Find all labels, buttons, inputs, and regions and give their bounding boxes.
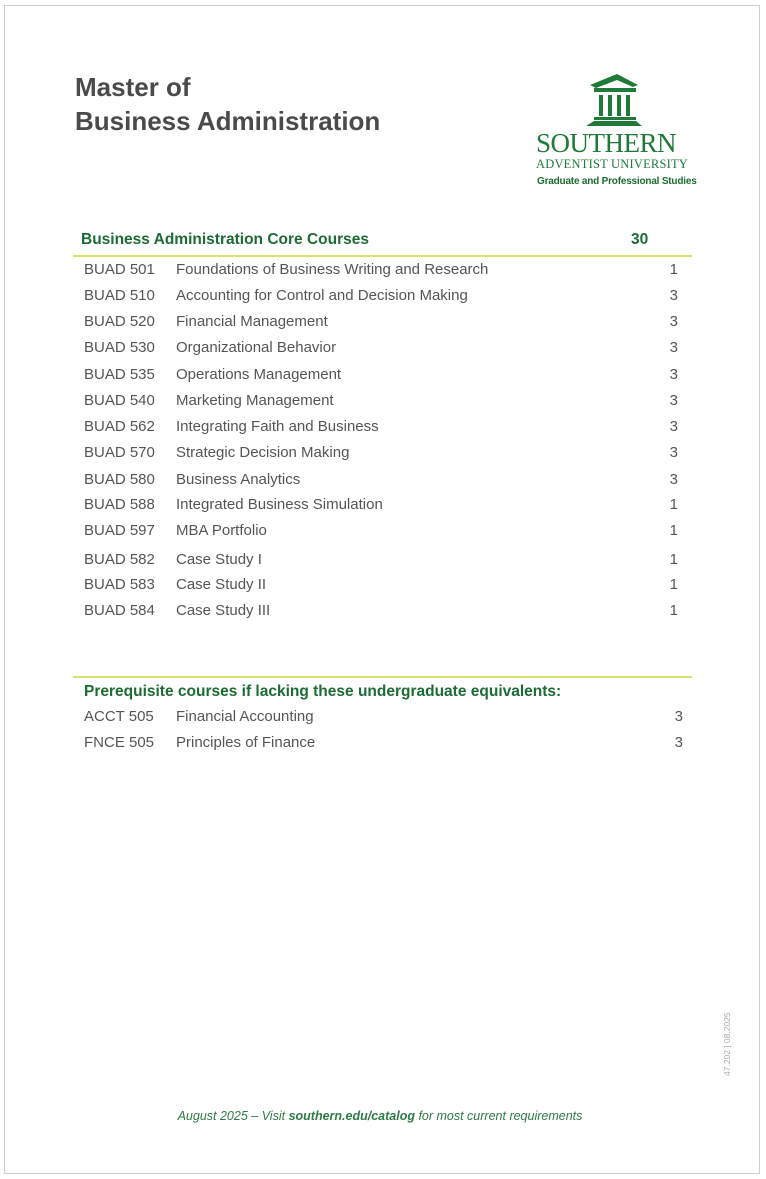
logo-tagline: Graduate and Professional Studies bbox=[537, 176, 697, 187]
page-title-line2: Business Administration bbox=[75, 106, 381, 136]
course-code: BUAD 535 bbox=[84, 366, 155, 383]
course-credits: 1 bbox=[669, 522, 678, 539]
course-code: BUAD 540 bbox=[84, 392, 155, 409]
course-row bbox=[73, 522, 692, 544]
logo-subtitle: ADVENTIST UNIVERSITY bbox=[536, 157, 689, 171]
university-logo bbox=[532, 72, 696, 190]
course-name: Strategic Decision Making bbox=[176, 444, 350, 461]
course-name: Case Study III bbox=[176, 602, 271, 619]
course-code: BUAD 570 bbox=[84, 444, 155, 461]
course-row bbox=[73, 708, 692, 730]
course-row bbox=[73, 551, 692, 573]
course-row bbox=[73, 339, 692, 361]
course-name: Case Study II bbox=[176, 576, 267, 593]
course-name: Financial Management bbox=[176, 313, 328, 330]
course-name: Financial Accounting bbox=[176, 708, 314, 725]
course-row bbox=[73, 576, 692, 598]
footer-suffix: for most current requirements bbox=[414, 1109, 583, 1123]
catalog-link[interactable]: southern.edu/catalog bbox=[288, 1109, 415, 1123]
course-credits: 3 bbox=[669, 366, 678, 383]
course-credits: 3 bbox=[669, 287, 678, 304]
page-title bbox=[75, 70, 380, 138]
logo-name: SOUTHERN bbox=[536, 128, 677, 158]
core-courses-heading: Business Administration Core Courses bbox=[81, 231, 369, 248]
course-credits: 3 bbox=[669, 339, 678, 356]
course-credits: 3 bbox=[674, 734, 683, 751]
footer-prefix: August 2025 – Visit bbox=[177, 1109, 289, 1123]
core-courses-header bbox=[73, 229, 692, 257]
course-code: BUAD 580 bbox=[84, 471, 155, 488]
course-credits: 3 bbox=[669, 418, 678, 435]
course-credits: 1 bbox=[669, 576, 678, 593]
course-code: BUAD 530 bbox=[84, 339, 155, 356]
course-name: Principles of Finance bbox=[176, 734, 316, 751]
course-code: ACCT 505 bbox=[84, 708, 154, 725]
course-row bbox=[73, 261, 692, 283]
course-name: Case Study I bbox=[176, 551, 262, 568]
course-credits: 3 bbox=[669, 392, 678, 409]
course-code: BUAD 501 bbox=[84, 261, 155, 278]
footer-note bbox=[0, 1109, 760, 1123]
course-name: Integrated Business Simulation bbox=[176, 496, 383, 513]
core-courses-total-credits: 30 bbox=[631, 231, 649, 248]
course-row bbox=[73, 313, 692, 335]
course-credits: 1 bbox=[669, 261, 678, 278]
course-name: Organizational Behavior bbox=[176, 339, 337, 356]
course-name: Accounting for Control and Decision Making bbox=[176, 287, 468, 304]
course-code: BUAD 597 bbox=[84, 522, 155, 539]
course-row bbox=[73, 471, 692, 493]
course-row bbox=[73, 287, 692, 309]
course-credits: 3 bbox=[669, 471, 678, 488]
course-code: BUAD 588 bbox=[84, 496, 155, 513]
course-row bbox=[73, 734, 692, 756]
course-name: Business Analytics bbox=[176, 471, 301, 488]
course-code: BUAD 583 bbox=[84, 576, 155, 593]
course-credits: 1 bbox=[669, 551, 678, 568]
prereq-courses-heading: Prerequisite courses if lacking these undergraduate equivalents: bbox=[84, 683, 562, 700]
course-code: BUAD 582 bbox=[84, 551, 155, 568]
course-code: BUAD 562 bbox=[84, 418, 155, 435]
course-name: Operations Management bbox=[176, 366, 342, 383]
course-credits: 1 bbox=[669, 496, 678, 513]
course-credits: 1 bbox=[669, 602, 678, 619]
course-row bbox=[73, 444, 692, 466]
course-code: FNCE 505 bbox=[84, 734, 155, 751]
columns-building-icon bbox=[584, 72, 642, 128]
course-code: BUAD 510 bbox=[84, 287, 155, 304]
course-row bbox=[73, 418, 692, 440]
course-credits: 3 bbox=[669, 313, 678, 330]
course-row bbox=[73, 392, 692, 414]
course-name: Foundations of Business Writing and Research bbox=[176, 261, 489, 278]
document-code: 47.202 | 08.2025 bbox=[722, 1012, 732, 1076]
prereq-divider bbox=[73, 676, 692, 678]
course-row bbox=[73, 366, 692, 388]
course-name: Integrating Faith and Business bbox=[176, 418, 379, 435]
course-row bbox=[73, 496, 692, 518]
course-name: Marketing Management bbox=[176, 392, 334, 409]
course-credits: 3 bbox=[669, 444, 678, 461]
page-title-line1: Master of bbox=[75, 72, 191, 102]
course-code: BUAD 584 bbox=[84, 602, 155, 619]
course-code: BUAD 520 bbox=[84, 313, 155, 330]
course-credits: 3 bbox=[674, 708, 683, 725]
course-name: MBA Portfolio bbox=[176, 522, 267, 539]
course-row bbox=[73, 602, 692, 624]
